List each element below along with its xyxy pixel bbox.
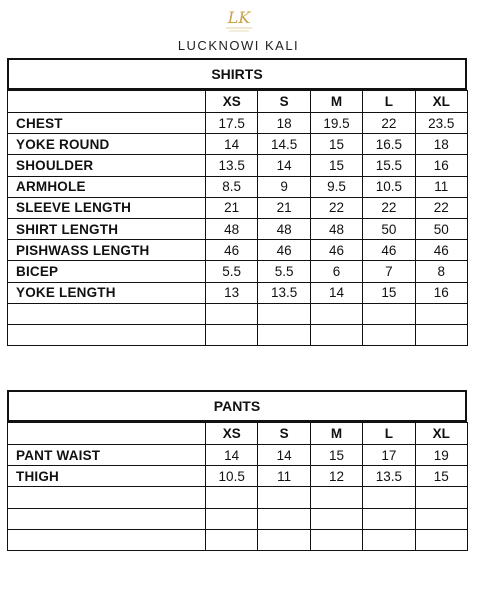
measurement-value: 46 <box>206 240 258 261</box>
measurement-value <box>363 529 415 550</box>
measurement-label <box>8 529 206 550</box>
measurement-value: 17 <box>363 445 415 466</box>
measurement-value: 11 <box>258 466 310 487</box>
pants-size-table <box>7 422 468 551</box>
table-row <box>8 282 468 303</box>
measurement-value <box>258 529 310 550</box>
measurement-value: 8 <box>415 261 467 282</box>
measurement-value: 48 <box>206 218 258 239</box>
measurement-value: 13.5 <box>363 466 415 487</box>
size-header-row <box>8 91 468 113</box>
measurement-value <box>415 324 467 345</box>
size-header-xl: XL <box>415 423 467 445</box>
measurement-value: 18 <box>258 113 310 134</box>
measurement-label: THIGH <box>8 466 206 487</box>
measurement-value <box>258 487 310 508</box>
measurement-label: YOKE ROUND <box>8 134 206 155</box>
measurement-value: 7 <box>363 261 415 282</box>
table-row <box>8 218 468 239</box>
measurement-value <box>415 303 467 324</box>
measurement-label: SHOULDER <box>8 155 206 176</box>
header-corner-cell <box>8 423 206 445</box>
header-corner-cell <box>8 91 206 113</box>
measurement-value: 46 <box>415 240 467 261</box>
measurement-value: 9 <box>258 176 310 197</box>
table-row <box>8 197 468 218</box>
measurement-label <box>8 487 206 508</box>
measurement-value: 14 <box>206 445 258 466</box>
measurement-value: 48 <box>310 218 362 239</box>
measurement-value <box>258 508 310 529</box>
measurement-value: 14 <box>258 155 310 176</box>
brand-logo-monogram: LK <box>227 8 251 27</box>
measurement-value <box>363 303 415 324</box>
measurement-value: 16 <box>415 155 467 176</box>
measurement-value: 21 <box>206 197 258 218</box>
measurement-value <box>258 324 310 345</box>
table-row <box>8 240 468 261</box>
table-row <box>8 261 468 282</box>
size-header-l: L <box>363 91 415 113</box>
measurement-label: YOKE LENGTH <box>8 282 206 303</box>
measurement-value: 46 <box>363 240 415 261</box>
table-row <box>8 529 468 550</box>
measurement-value: 22 <box>363 113 415 134</box>
measurement-label: PANT WAIST <box>8 445 206 466</box>
measurement-value <box>258 303 310 324</box>
size-header-m: M <box>310 91 362 113</box>
measurement-value <box>206 303 258 324</box>
measurement-value <box>310 529 362 550</box>
brand-name: LUCKNOWI KALI <box>177 38 300 53</box>
measurement-value: 10.5 <box>363 176 415 197</box>
size-header-m: M <box>310 423 362 445</box>
measurement-value: 14.5 <box>258 134 310 155</box>
measurement-value: 17.5 <box>206 113 258 134</box>
measurement-value: 15 <box>310 445 362 466</box>
measurement-value: 15.5 <box>363 155 415 176</box>
measurement-value: 13.5 <box>258 282 310 303</box>
measurement-value: 22 <box>363 197 415 218</box>
table-row <box>8 303 468 324</box>
measurement-value: 14 <box>258 445 310 466</box>
measurement-label: PISHWASS LENGTH <box>8 240 206 261</box>
measurement-value <box>206 487 258 508</box>
measurement-value: 46 <box>258 240 310 261</box>
table-row <box>8 466 468 487</box>
measurement-value: 11 <box>415 176 467 197</box>
measurement-value: 5.5 <box>206 261 258 282</box>
measurement-value: 19 <box>415 445 467 466</box>
measurement-value: 21 <box>258 197 310 218</box>
brand-logo <box>218 6 260 36</box>
measurement-value <box>415 508 467 529</box>
size-header-s: S <box>258 423 310 445</box>
measurement-value: 9.5 <box>310 176 362 197</box>
table-row <box>8 445 468 466</box>
measurement-label <box>8 508 206 529</box>
measurement-value <box>310 508 362 529</box>
measurement-value <box>363 487 415 508</box>
measurement-value: 22 <box>415 197 467 218</box>
measurement-value: 14 <box>206 134 258 155</box>
measurement-label: BICEP <box>8 261 206 282</box>
measurement-value <box>310 487 362 508</box>
size-header-xl: XL <box>415 91 467 113</box>
measurement-value: 46 <box>310 240 362 261</box>
measurement-value: 8.5 <box>206 176 258 197</box>
measurement-value: 5.5 <box>258 261 310 282</box>
measurement-value: 12 <box>310 466 362 487</box>
measurement-value <box>206 324 258 345</box>
measurement-value: 13.5 <box>206 155 258 176</box>
size-header-xs: XS <box>206 91 258 113</box>
measurement-label: ARMHOLE <box>8 176 206 197</box>
measurement-value: 15 <box>310 134 362 155</box>
table-row <box>8 324 468 345</box>
table-row <box>8 113 468 134</box>
measurement-value: 16 <box>415 282 467 303</box>
measurement-value: 10.5 <box>206 466 258 487</box>
table-row <box>8 176 468 197</box>
measurement-value: 15 <box>310 155 362 176</box>
table-row <box>8 508 468 529</box>
measurement-value: 50 <box>415 218 467 239</box>
table-row <box>8 487 468 508</box>
measurement-label: SLEEVE LENGTH <box>8 197 206 218</box>
measurement-value: 48 <box>258 218 310 239</box>
size-header-xs: XS <box>206 423 258 445</box>
measurement-value <box>206 508 258 529</box>
size-header-row <box>8 423 468 445</box>
measurement-value: 15 <box>415 466 467 487</box>
table-row <box>8 134 468 155</box>
size-header-l: L <box>363 423 415 445</box>
measurement-value: 15 <box>363 282 415 303</box>
measurement-value: 22 <box>310 197 362 218</box>
pants-section-title: PANTS <box>7 390 467 422</box>
measurement-value: 50 <box>363 218 415 239</box>
measurement-label: SHIRT LENGTH <box>8 218 206 239</box>
measurement-value: 23.5 <box>415 113 467 134</box>
measurement-value <box>310 303 362 324</box>
measurement-value: 6 <box>310 261 362 282</box>
measurement-value: 18 <box>415 134 467 155</box>
measurement-label <box>8 303 206 324</box>
measurement-value <box>415 529 467 550</box>
measurement-value: 14 <box>310 282 362 303</box>
measurement-value: 13 <box>206 282 258 303</box>
measurement-value: 19.5 <box>310 113 362 134</box>
measurement-value <box>363 508 415 529</box>
table-row <box>8 155 468 176</box>
size-header-s: S <box>258 91 310 113</box>
measurement-label <box>8 324 206 345</box>
measurement-value <box>206 529 258 550</box>
shirts-size-table <box>7 90 468 346</box>
measurement-value <box>363 324 415 345</box>
measurement-value <box>310 324 362 345</box>
measurement-value <box>415 487 467 508</box>
shirts-section-title: SHIRTS <box>7 58 467 90</box>
measurement-label: CHEST <box>8 113 206 134</box>
measurement-value: 16.5 <box>363 134 415 155</box>
